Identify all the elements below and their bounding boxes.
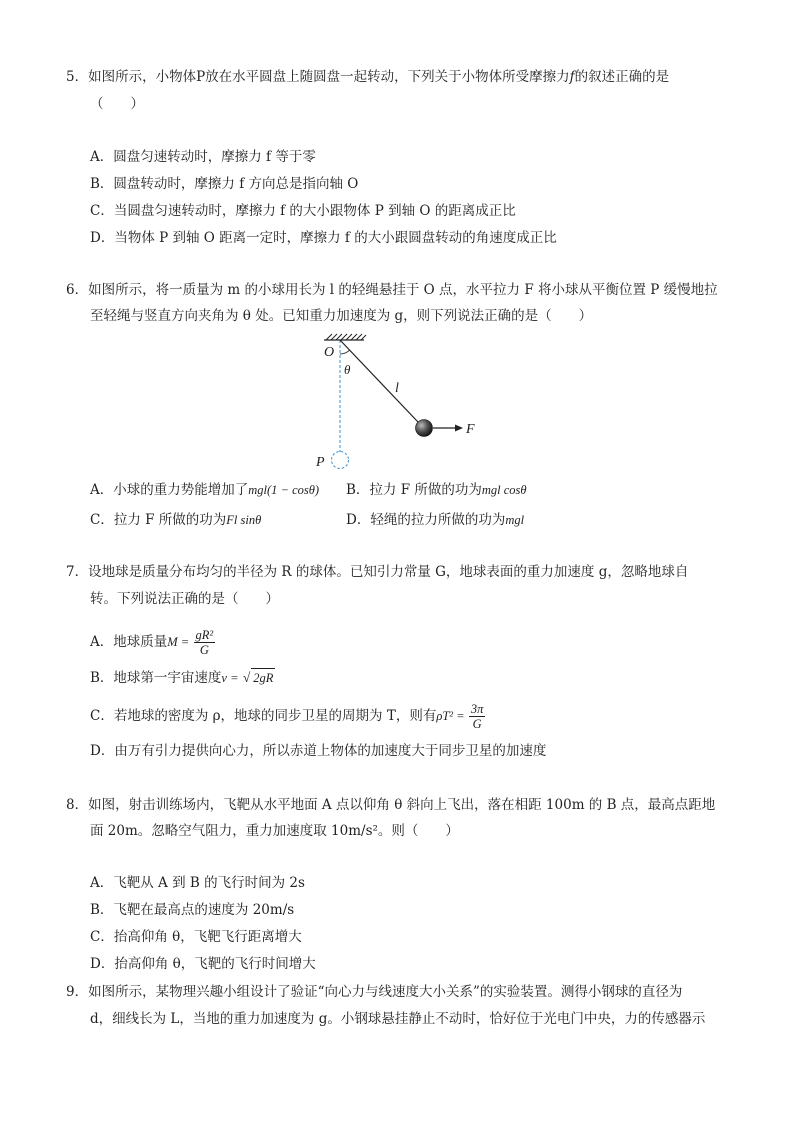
q8-stem-line2: 面 20m。忽略空气阻力，重力加速度取 10m/s²。则（ ） (90, 823, 459, 839)
label-theta: θ (344, 362, 351, 377)
force-arrow-head (455, 425, 463, 432)
q6-stem-line2: 至轻绳与竖直方向夹角为 θ 处。已知重力加速度为 g，则下列说法正确的是（ ） (90, 308, 593, 324)
q7-stem-line1: 7．设地球是质量分布均匀的半径为 R 的球体。已知引力常量 G，地球表面的重力加速度 g，忽略地球自 (66, 564, 689, 580)
q7-option-a: A．地球质量M = $\frac{\text{gR²}}{G}$ (90, 628, 214, 657)
q6-option-b: B．拉力 F 所做的功为mgl cosθ (346, 482, 527, 498)
pendulum-figure (300, 332, 500, 477)
q5-option-c: C．当圆盘匀速转动时，摩擦力 f 的大小跟物体 P 到轴 O 的距离成正比 (90, 203, 516, 219)
q8-stem-line1: 8．如图，射击训练场内，飞靶从水平地面 A 点以仰角 θ 斜向上飞出，落在相距 100m 的 B 点，最高点距地 (66, 797, 716, 813)
label-p: P (316, 455, 325, 470)
angle-arc (340, 350, 350, 354)
q5-option-d: D．当物体 P 到轴 O 距离一定时，摩擦力 f 的大小跟圆盘转动的角速度成正比 (90, 230, 557, 246)
label-l: l (395, 381, 399, 396)
rope (340, 340, 418, 422)
q6-option-c: C．拉力 F 所做的功为Fl sinθ (90, 512, 262, 528)
q6-stem-line1: 6．如图所示，将一质量为 m 的小球用长为 l 的轻绳悬挂于 O 点，水平拉力 F 将小球从平衡位置 P 缓慢地拉 (66, 282, 718, 298)
label-f: F (466, 422, 475, 437)
q5-stem: 5．如图所示，小物体P放在水平圆盘上随圆盘一起转动，下列关于小物体所受摩擦力f的叙述正确的是 (66, 69, 670, 85)
q7-option-b: B．地球第一宇宙速度v = √ 2gR (90, 670, 274, 686)
equilibrium-ball-dashed (332, 452, 349, 469)
q7-option-c: C．若地球的密度为 ρ，地球的同步卫星的周期为 T，则有ρT² = $\frac{3\pi}{G}$ (90, 702, 484, 731)
q6-option-d: D．轻绳的拉力所做的功为mgl (346, 512, 525, 528)
q7-option-d: D．由万有引力提供向心力，所以赤道上物体的加速度大于同步卫星的加速度 (90, 743, 547, 759)
q9-stem-line1: 9．如图所示，某物理兴趣小组设计了验证“向心力与线速度大小关系”的实验装置。测得小钢球的直径为 (66, 984, 683, 1000)
q5-option-b: B．圆盘转动时，摩擦力 f 方向总是指向轴 O (90, 176, 359, 192)
q5-answer-paren: （ ） (90, 96, 144, 112)
q7-c-fraction: $\frac{3\pi}{G}$ (470, 702, 484, 731)
ball (416, 420, 433, 437)
ceiling-hatch (326, 334, 366, 340)
q8-option-c: C．抬高仰角 θ，飞靶飞行距离增大 (90, 929, 302, 945)
q8-option-d: D．抬高仰角 θ，飞靶的飞行时间增大 (90, 956, 316, 972)
q8-option-b: B．飞靶在最高点的速度为 20m/s (90, 902, 295, 918)
q7-a-fraction: $\frac{\text{gR²}}{G}$ (195, 628, 214, 657)
q6-option-a: A．小球的重力势能增加了mgl(1 − cosθ) (90, 482, 320, 498)
q5-option-a: A．圆盘匀速转动时，摩擦力 f 等于零 (90, 149, 316, 165)
q9-stem-line2: d，细线长为 L，当地的重力加速度为 g。小钢球悬挂静止不动时，恰好位于光电门中央，力的传感器示 (90, 1011, 706, 1027)
q8-option-a: A．飞靶从 A 到 B 的飞行时间为 2s (90, 875, 305, 891)
label-o: O (324, 345, 335, 360)
q7-stem-line2: 转。下列说法正确的是（ ） (90, 591, 279, 607)
